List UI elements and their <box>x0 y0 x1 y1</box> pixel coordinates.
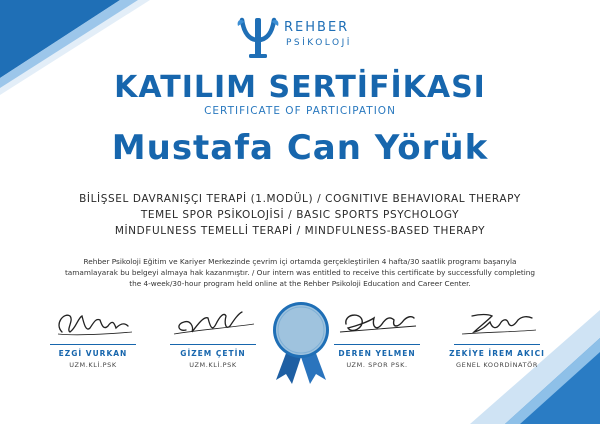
handwritten-signature-4 <box>452 306 542 340</box>
handwritten-signature-2 <box>168 306 258 340</box>
signature-line-1 <box>50 344 136 345</box>
signature-block-3 <box>322 306 432 369</box>
recipient-name: Mustafa Can Yörük <box>111 128 489 168</box>
signer-name-2: GİZEM ÇETİN <box>180 349 246 358</box>
program-line-3: MİNDFULNESS TEMELLİ TERAPİ / MINDFULNESS-BASED THERAPY <box>114 225 486 237</box>
signer-name-1: EZGİ VURKAN <box>58 349 128 358</box>
certificate-subtitle: CERTIFICATE OF PARTICIPATION <box>204 105 396 117</box>
signer-name-3: DEREN YELMEN <box>338 349 416 358</box>
signature-block-4 <box>442 306 552 369</box>
signer-title-3: UZM. SPOR PSK. <box>346 361 408 369</box>
signer-title-1: UZM.KLİ.PSK <box>69 361 117 369</box>
program-line-1: BİLİŞSEL DAVRANIŞÇI TERAPİ (1.MODÜL) / COGNITIVE BEHAVIORAL THERAPY <box>79 193 521 205</box>
signature-block-2 <box>158 306 268 369</box>
signature-line-3 <box>334 344 420 345</box>
certificate-title: KATILIM SERTİFİKASI <box>114 70 486 105</box>
signer-title-4: GENEL KOORDİNATÖR <box>456 361 538 369</box>
signature-block-1 <box>38 306 148 369</box>
signature-line-2 <box>170 344 256 345</box>
signature-line-4 <box>454 344 540 345</box>
signer-name-4: ZEKİYE İREM AKICI <box>449 349 545 358</box>
brand-subname: PSİKOLOJİ <box>286 38 352 48</box>
brand-name: REHBER <box>284 20 350 35</box>
certificate-description: Rehber Psikoloji Eğitim ve Kariyer Merkezinde çevrim içi ortamda gerçekleştirilen 4 hafta/30 saatlik programı başarıyla tamamlayarak bu belgeyi almaya hak kazanmıştır. / Our intern was entitled to receive this certificate by successfully completing the 4-week/30-hour program held online at the Rehber Psikoloji Education and Career Center. <box>64 257 536 288</box>
handwritten-signature-1 <box>48 306 138 340</box>
award-seal-icon <box>268 300 334 384</box>
handwritten-signature-3 <box>332 306 422 340</box>
program-line-2: TEMEL SPOR PSİKOLOJİSİ / BASIC SPORTS PSYCHOLOGY <box>140 209 460 221</box>
signer-title-2: UZM.KLİ.PSK <box>189 361 237 369</box>
